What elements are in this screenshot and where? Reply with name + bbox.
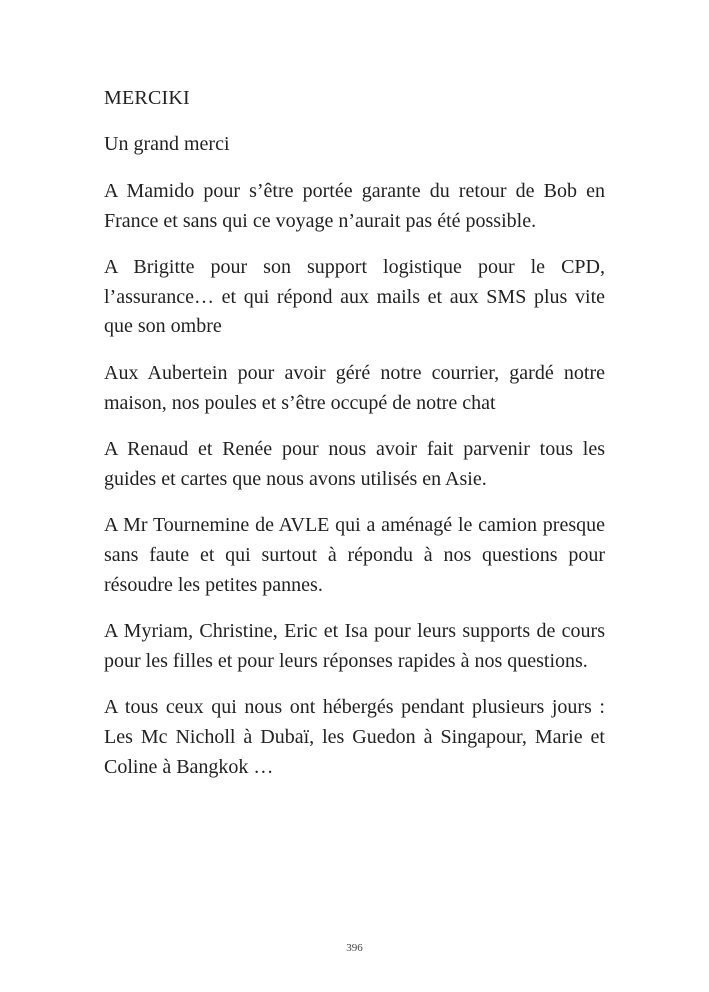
paragraph-brigitte: A Brigitte pour son support logistique pour le CPD, l’assurance… et qui répond aux mails et aux SMS plus vite que son ombre [104, 256, 605, 338]
intro-line: Un grand merci [104, 133, 230, 155]
page-number: 396 [346, 942, 363, 954]
page-body [104, 84, 605, 799]
paragraph-mamido: A Mamido pour s’être portée garante du retour de Bob en France et sans qui ce voyage n’aurait pas été possible. [104, 180, 605, 232]
paragraph-renaud-renee: A Renaud et Renée pour nous avoir fait parvenir tous les guides et cartes que nous avons utilisés en Asie. [104, 438, 605, 490]
page-heading: MERCIKI [104, 87, 190, 109]
paragraph-tournemine: A Mr Tournemine de AVLE qui a aménagé le camion presque sans faute et qui surtout à répondu à nos questions pour résoudre les petites pannes. [104, 514, 605, 596]
paragraph-aubertein: Aux Aubertein pour avoir géré notre courrier, gardé notre maison, nos poules et s’être occupé de notre chat [104, 361, 605, 414]
paragraph-myriam: A Myriam, Christine, Eric et Isa pour leurs supports de cours pour les filles et pour leurs réponses rapides à nos questions. [104, 620, 605, 672]
paragraph-hosts: A tous ceux qui nous ont hébergés pendant plusieurs jours : Les Mc Nicholl à Dubaï, les Guedon à Singapour, Marie et Coline à Bangkok … [104, 696, 605, 778]
